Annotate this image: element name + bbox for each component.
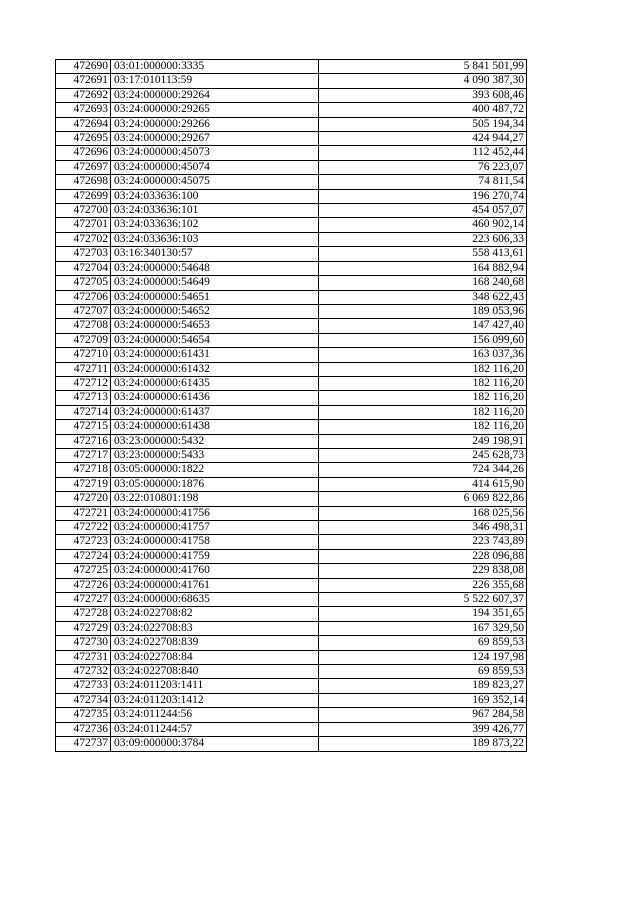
cadastral-value-cell: 74 811,54 <box>319 175 527 189</box>
table-row <box>56 146 527 160</box>
table-row <box>56 218 527 232</box>
cadastral-value-cell: 76 223,07 <box>319 160 527 174</box>
cadastral-value-cell: 168 025,56 <box>319 506 527 520</box>
cadastral-value-cell: 182 116,20 <box>319 420 527 434</box>
cadastral-value-cell: 558 413,61 <box>319 247 527 261</box>
row-id-cell: 472697 <box>56 160 111 174</box>
cadastral-value-cell: 168 240,68 <box>319 276 527 290</box>
cadastral-number-cell: 03:01:000000:3335 <box>111 60 319 74</box>
cadastral-value-cell: 460 902,14 <box>319 218 527 232</box>
row-id-cell: 472733 <box>56 679 111 693</box>
table-body <box>56 60 527 752</box>
row-id-cell: 472735 <box>56 708 111 722</box>
cadastral-number-cell: 03:24:000000:41761 <box>111 578 319 592</box>
table-row <box>56 593 527 607</box>
cadastral-number-cell: 03:24:000000:61438 <box>111 420 319 434</box>
table-row <box>56 621 527 635</box>
cadastral-number-cell: 03:24:033636:101 <box>111 204 319 218</box>
cadastral-value-cell: 414 615,90 <box>319 477 527 491</box>
cadastral-number-cell: 03:24:011203:1412 <box>111 693 319 707</box>
cadastral-value-cell: 163 037,36 <box>319 348 527 362</box>
row-id-cell: 472722 <box>56 521 111 535</box>
cadastral-value-cell: 156 099,60 <box>319 333 527 347</box>
cadastral-number-cell: 03:24:000000:61435 <box>111 376 319 390</box>
cadastral-number-cell: 03:24:000000:54654 <box>111 333 319 347</box>
cadastral-number-cell: 03:24:000000:54653 <box>111 319 319 333</box>
row-id-cell: 472696 <box>56 146 111 160</box>
cadastral-number-cell: 03:24:000000:54651 <box>111 290 319 304</box>
row-id-cell: 472731 <box>56 650 111 664</box>
row-id-cell: 472715 <box>56 420 111 434</box>
cadastral-value-cell: 182 116,20 <box>319 362 527 376</box>
cadastral-number-cell: 03:24:000000:54652 <box>111 304 319 318</box>
table-row <box>56 74 527 88</box>
table-row <box>56 463 527 477</box>
cadastral-value-cell: 4 090 387,30 <box>319 74 527 88</box>
cadastral-number-cell: 03:24:000000:29267 <box>111 132 319 146</box>
table-row <box>56 693 527 707</box>
table-row <box>56 348 527 362</box>
cadastral-number-cell: 03:24:022708:82 <box>111 607 319 621</box>
table-row <box>56 650 527 664</box>
cadastral-value-cell: 182 116,20 <box>319 376 527 390</box>
table-row <box>56 304 527 318</box>
cadastral-value-cell: 182 116,20 <box>319 405 527 419</box>
row-id-cell: 472720 <box>56 492 111 506</box>
cadastral-number-cell: 03:24:000000:61436 <box>111 391 319 405</box>
row-id-cell: 472723 <box>56 535 111 549</box>
cadastral-value-cell: 182 116,20 <box>319 391 527 405</box>
table-row <box>56 492 527 506</box>
cadastral-number-cell: 03:16:340130:57 <box>111 247 319 261</box>
table-row <box>56 103 527 117</box>
cadastral-number-cell: 03:24:000000:54648 <box>111 261 319 275</box>
row-id-cell: 472701 <box>56 218 111 232</box>
table-row <box>56 391 527 405</box>
row-id-cell: 472712 <box>56 376 111 390</box>
cadastral-value-cell: 348 622,43 <box>319 290 527 304</box>
cadastral-number-cell: 03:24:033636:103 <box>111 232 319 246</box>
table-row <box>56 88 527 102</box>
cadastral-value-cell: 189 873,22 <box>319 737 527 751</box>
table-row <box>56 535 527 549</box>
row-id-cell: 472732 <box>56 665 111 679</box>
cadastral-number-cell: 03:24:000000:29265 <box>111 103 319 117</box>
cadastral-number-cell: 03:24:000000:41756 <box>111 506 319 520</box>
row-id-cell: 472730 <box>56 636 111 650</box>
cadastral-number-cell: 03:24:000000:41757 <box>111 521 319 535</box>
cadastral-number-cell: 03:24:000000:45073 <box>111 146 319 160</box>
table-row <box>56 506 527 520</box>
table-row <box>56 276 527 290</box>
cadastral-value-cell: 393 608,46 <box>319 88 527 102</box>
cadastral-number-cell: 03:24:000000:61437 <box>111 405 319 419</box>
cadastral-value-cell: 189 053,96 <box>319 304 527 318</box>
cadastral-number-cell: 03:24:000000:61432 <box>111 362 319 376</box>
cadastral-number-cell: 03:24:000000:41760 <box>111 564 319 578</box>
table-row <box>56 290 527 304</box>
row-id-cell: 472734 <box>56 693 111 707</box>
table-row <box>56 679 527 693</box>
cadastral-number-cell: 03:22:010801:198 <box>111 492 319 506</box>
row-id-cell: 472702 <box>56 232 111 246</box>
cadastral-value-cell: 505 194,34 <box>319 117 527 131</box>
cadastral-value-cell: 112 452,44 <box>319 146 527 160</box>
table-row <box>56 737 527 751</box>
cadastral-value-cell: 69 859,53 <box>319 636 527 650</box>
cadastral-value-cell: 228 096,88 <box>319 549 527 563</box>
row-id-cell: 472700 <box>56 204 111 218</box>
row-id-cell: 472711 <box>56 362 111 376</box>
table-row <box>56 636 527 650</box>
cadastral-value-table <box>55 59 527 752</box>
cadastral-number-cell: 03:24:022708:84 <box>111 650 319 664</box>
cadastral-number-cell: 03:24:033636:100 <box>111 189 319 203</box>
cadastral-number-cell: 03:24:022708:840 <box>111 665 319 679</box>
table-row <box>56 521 527 535</box>
table-row <box>56 247 527 261</box>
row-id-cell: 472703 <box>56 247 111 261</box>
cadastral-value-cell: 245 628,73 <box>319 448 527 462</box>
cadastral-value-cell: 5 841 501,99 <box>319 60 527 74</box>
table-row <box>56 665 527 679</box>
cadastral-number-cell: 03:09:000000:3784 <box>111 737 319 751</box>
cadastral-value-cell: 223 743,89 <box>319 535 527 549</box>
table-row <box>56 376 527 390</box>
table-row <box>56 132 527 146</box>
table-row <box>56 549 527 563</box>
cadastral-number-cell: 03:24:011203:1411 <box>111 679 319 693</box>
table-row <box>56 175 527 189</box>
table-row <box>56 204 527 218</box>
row-id-cell: 472716 <box>56 434 111 448</box>
cadastral-value-cell: 169 352,14 <box>319 693 527 707</box>
cadastral-value-cell: 196 270,74 <box>319 189 527 203</box>
table-row <box>56 477 527 491</box>
row-id-cell: 472710 <box>56 348 111 362</box>
row-id-cell: 472736 <box>56 722 111 736</box>
cadastral-value-cell: 189 823,27 <box>319 679 527 693</box>
table-row <box>56 708 527 722</box>
cadastral-value-cell: 346 498,31 <box>319 521 527 535</box>
row-id-cell: 472698 <box>56 175 111 189</box>
cadastral-value-cell: 167 329,50 <box>319 621 527 635</box>
table-row <box>56 722 527 736</box>
cadastral-value-cell: 124 197,98 <box>319 650 527 664</box>
table-row <box>56 434 527 448</box>
cadastral-value-cell: 424 944,27 <box>319 132 527 146</box>
row-id-cell: 472737 <box>56 737 111 751</box>
cadastral-number-cell: 03:24:011244:57 <box>111 722 319 736</box>
cadastral-value-cell: 229 838,08 <box>319 564 527 578</box>
cadastral-number-cell: 03:24:000000:54649 <box>111 276 319 290</box>
cadastral-number-cell: 03:24:000000:45074 <box>111 160 319 174</box>
row-id-cell: 472693 <box>56 103 111 117</box>
table-row <box>56 60 527 74</box>
cadastral-number-cell: 03:24:022708:839 <box>111 636 319 650</box>
row-id-cell: 472699 <box>56 189 111 203</box>
row-id-cell: 472729 <box>56 621 111 635</box>
table-row <box>56 232 527 246</box>
row-id-cell: 472707 <box>56 304 111 318</box>
table-row <box>56 420 527 434</box>
row-id-cell: 472692 <box>56 88 111 102</box>
row-id-cell: 472727 <box>56 593 111 607</box>
cadastral-value-cell: 400 487,72 <box>319 103 527 117</box>
cadastral-number-cell: 03:24:033636:102 <box>111 218 319 232</box>
row-id-cell: 472713 <box>56 391 111 405</box>
row-id-cell: 472704 <box>56 261 111 275</box>
table-row <box>56 189 527 203</box>
row-id-cell: 472719 <box>56 477 111 491</box>
cadastral-number-cell: 03:05:000000:1822 <box>111 463 319 477</box>
cadastral-number-cell: 03:24:000000:45075 <box>111 175 319 189</box>
row-id-cell: 472690 <box>56 60 111 74</box>
table-row <box>56 117 527 131</box>
row-id-cell: 472695 <box>56 132 111 146</box>
cadastral-value-cell: 223 606,33 <box>319 232 527 246</box>
row-id-cell: 472709 <box>56 333 111 347</box>
cadastral-number-cell: 03:05:000000:1876 <box>111 477 319 491</box>
row-id-cell: 472694 <box>56 117 111 131</box>
row-id-cell: 472728 <box>56 607 111 621</box>
cadastral-value-cell: 69 859,53 <box>319 665 527 679</box>
row-id-cell: 472725 <box>56 564 111 578</box>
row-id-cell: 472708 <box>56 319 111 333</box>
table-row <box>56 578 527 592</box>
cadastral-value-cell: 164 882,94 <box>319 261 527 275</box>
cadastral-number-cell: 03:24:022708:83 <box>111 621 319 635</box>
cadastral-value-cell: 724 344,26 <box>319 463 527 477</box>
row-id-cell: 472714 <box>56 405 111 419</box>
cadastral-number-cell: 03:17:010113:59 <box>111 74 319 88</box>
cadastral-value-cell: 226 355,68 <box>319 578 527 592</box>
cadastral-value-cell: 5 522 607,37 <box>319 593 527 607</box>
row-id-cell: 472706 <box>56 290 111 304</box>
cadastral-number-cell: 03:24:000000:29264 <box>111 88 319 102</box>
cadastral-number-cell: 03:24:000000:29266 <box>111 117 319 131</box>
table-row <box>56 405 527 419</box>
row-id-cell: 472724 <box>56 549 111 563</box>
table-row <box>56 564 527 578</box>
table-row <box>56 448 527 462</box>
row-id-cell: 472705 <box>56 276 111 290</box>
cadastral-number-cell: 03:24:000000:41759 <box>111 549 319 563</box>
cadastral-value-cell: 454 057,07 <box>319 204 527 218</box>
table-row <box>56 319 527 333</box>
cadastral-number-cell: 03:23:000000:5433 <box>111 448 319 462</box>
cadastral-number-cell: 03:24:000000:61431 <box>111 348 319 362</box>
cadastral-number-cell: 03:24:000000:68635 <box>111 593 319 607</box>
cadastral-number-cell: 03:24:000000:41758 <box>111 535 319 549</box>
table-row <box>56 333 527 347</box>
cadastral-value-cell: 194 351,65 <box>319 607 527 621</box>
table-row <box>56 261 527 275</box>
cadastral-number-cell: 03:23:000000:5432 <box>111 434 319 448</box>
cadastral-value-cell: 249 198,91 <box>319 434 527 448</box>
table-row <box>56 607 527 621</box>
cadastral-value-cell: 147 427,40 <box>319 319 527 333</box>
cadastral-value-cell: 6 069 822,86 <box>319 492 527 506</box>
cadastral-number-cell: 03:24:011244:56 <box>111 708 319 722</box>
table-row <box>56 362 527 376</box>
cadastral-value-cell: 967 284,58 <box>319 708 527 722</box>
row-id-cell: 472717 <box>56 448 111 462</box>
row-id-cell: 472718 <box>56 463 111 477</box>
row-id-cell: 472721 <box>56 506 111 520</box>
row-id-cell: 472691 <box>56 74 111 88</box>
row-id-cell: 472726 <box>56 578 111 592</box>
table-row <box>56 160 527 174</box>
cadastral-value-cell: 399 426,77 <box>319 722 527 736</box>
